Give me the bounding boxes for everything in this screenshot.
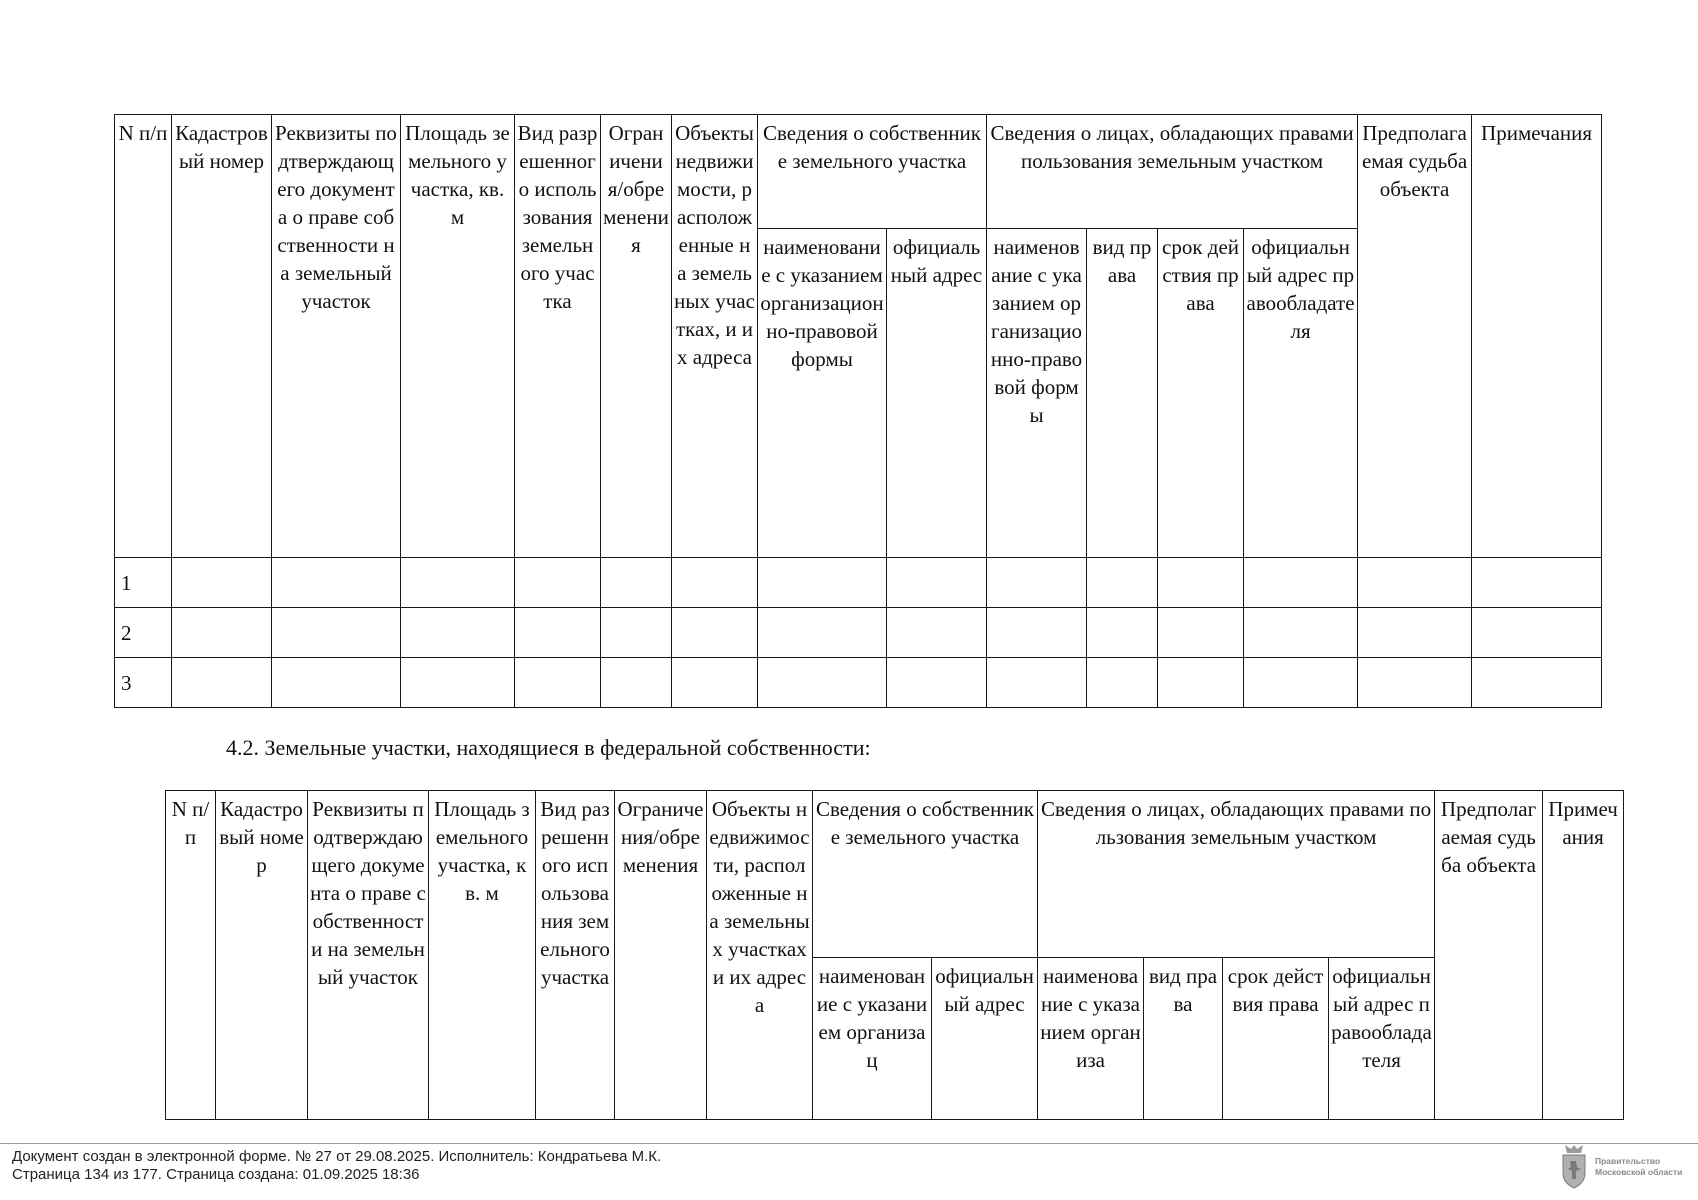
- row-number: 3: [115, 658, 172, 708]
- header-owner-name: наименование с указанием организационно-правовой формы: [758, 229, 887, 558]
- header-notes: Примечания: [1472, 115, 1602, 558]
- header-ownership-document: Реквизиты подтверждающего документа о праве собственности на земельный участок: [272, 115, 401, 558]
- header-right-type: вид права: [1144, 958, 1223, 1120]
- header-encumbrances: Ограничения/обременения: [615, 791, 707, 1120]
- header-owner-name: наименование с указанием организац: [813, 958, 932, 1120]
- header-n: N п/п: [166, 791, 216, 1120]
- row-number: 2: [115, 608, 172, 658]
- header-holder-address: официальный адрес правообладателя: [1244, 229, 1358, 558]
- header-real-estate-objects: Объекты недвижимости, расположенные на земельных участках и их адреса: [707, 791, 813, 1120]
- header-intended-fate: Предполагаемая судьба объекта: [1358, 115, 1472, 558]
- header-right-type: вид права: [1087, 229, 1158, 558]
- coat-of-arms-icon: [1559, 1143, 1589, 1189]
- government-logo: [1557, 1143, 1693, 1191]
- header-right-term: срок действия права: [1158, 229, 1244, 558]
- header-owner-address: официальный адрес: [887, 229, 987, 558]
- header-encumbrances: Ограничения/обременения: [601, 115, 672, 558]
- header-cadastral-number: Кадастровый номер: [172, 115, 272, 558]
- header-ownership-document: Реквизиты подтверждающего документа о праве собственности на земельный участок: [308, 791, 429, 1120]
- logo-text: Правительство Московской области: [1595, 1156, 1683, 1177]
- section-heading: 4.2. Земельные участки, находящиеся в федеральной собственности:: [226, 735, 871, 760]
- header-cadastral-number: Кадастровый номер: [216, 791, 308, 1120]
- header-right-holders-info: Сведения о лицах, обладающих правами пользования земельным участком: [987, 115, 1358, 229]
- header-owner-address: официальный адрес: [932, 958, 1038, 1120]
- header-permitted-use: Вид разрешенного использования земельного участка: [515, 115, 601, 558]
- table-row: [115, 558, 1602, 608]
- header-permitted-use: Вид разрешенного использования земельного участка: [536, 791, 615, 1120]
- header-owner-info: Сведения о собственнике земельного участка: [813, 791, 1038, 958]
- footer-divider: [0, 1143, 1698, 1144]
- land-plots-table: [114, 114, 1602, 708]
- header-area: Площадь земельного участка, кв. м: [401, 115, 515, 558]
- header-real-estate-objects: Объекты недвижимости, расположенные на земельных участках, и их адреса: [672, 115, 758, 558]
- table-row: [115, 658, 1602, 708]
- header-notes: Примечания: [1543, 791, 1624, 1120]
- header-holder-name: наименование с указанием организа: [1038, 958, 1144, 1120]
- header-area: Площадь земельного участка, кв. м: [429, 791, 536, 1120]
- header-owner-info: Сведения о собственнике земельного участка: [758, 115, 987, 229]
- document-footer: [12, 1148, 661, 1184]
- federal-land-plots-table: [165, 790, 1624, 1120]
- header-n: N п/п: [115, 115, 172, 558]
- footer-page-info: Страница 134 из 177. Страница создана: 01.09.2025 18:36: [12, 1166, 420, 1183]
- header-right-term: срок действия права: [1223, 958, 1329, 1120]
- row-number: 1: [115, 558, 172, 608]
- header-holder-address: официальный адрес правообладателя: [1329, 958, 1435, 1120]
- table-row: [115, 608, 1602, 658]
- header-intended-fate: Предполагаемая судьба объекта: [1435, 791, 1543, 1120]
- header-right-holders-info: Сведения о лицах, обладающих правами пользования земельным участком: [1038, 791, 1435, 958]
- footer-document-info: Документ создан в электронной форме. № 27 от 29.08.2025. Исполнитель: Кондратьева М.К.: [12, 1148, 662, 1165]
- header-holder-name: наименование с указанием организационно-правовой формы: [987, 229, 1087, 558]
